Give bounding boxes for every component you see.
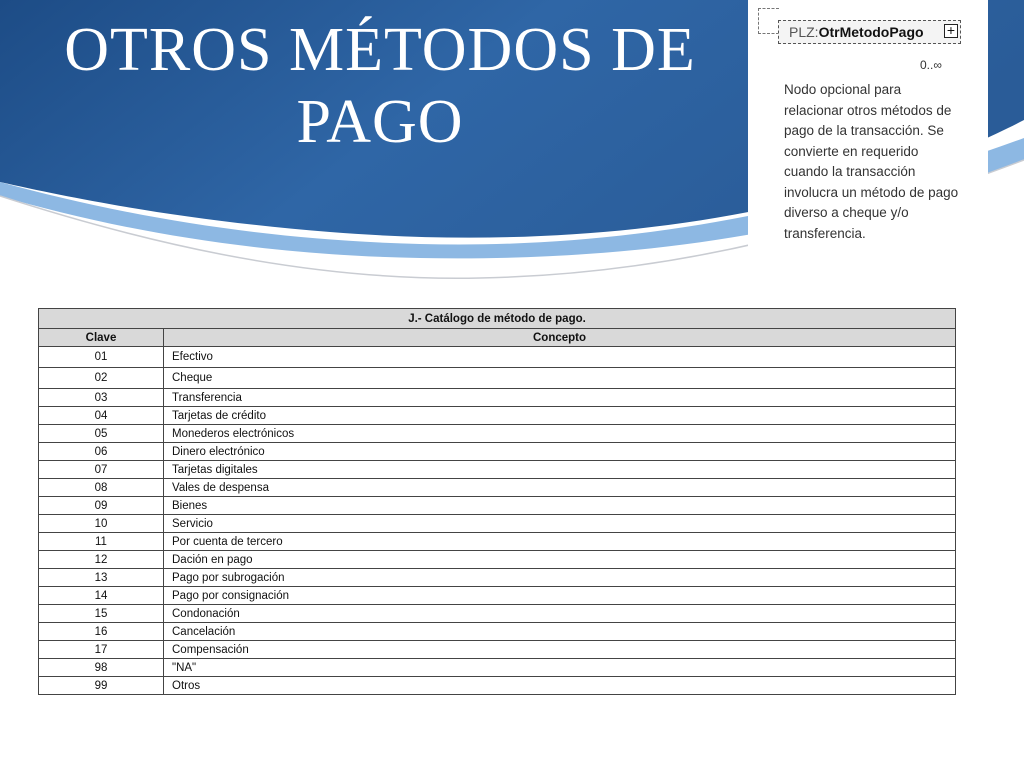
cell-concepto: Cheque (164, 368, 956, 389)
cell-clave: 09 (39, 497, 164, 515)
cell-concepto: Compensación (164, 641, 956, 659)
table-row (39, 659, 956, 677)
cell-concepto: "NA" (164, 659, 956, 677)
slide-title-line2: PAGO (296, 88, 464, 156)
cell-clave: 13 (39, 569, 164, 587)
table-row (39, 533, 956, 551)
schema-description: Nodo opcional para relacionar otros métodos de pago de la transacción. Se convierte en requerido cuando la transacción involucra un método de pago diverso a cheque y/o transferencia. (784, 82, 959, 241)
cell-clave: 01 (39, 347, 164, 368)
cell-clave: 04 (39, 407, 164, 425)
table-row (39, 425, 956, 443)
slide-title-line1: OTROS MÉTODOS DE (64, 16, 696, 84)
cell-concepto: Pago por subrogación (164, 569, 956, 587)
table-row (39, 587, 956, 605)
schema-node-prefix: PLZ: (789, 24, 819, 40)
column-header-clave: Clave (39, 329, 164, 347)
schema-cardinality: 0..∞ (920, 58, 942, 72)
payment-method-catalog-table (38, 308, 956, 695)
table-row (39, 443, 956, 461)
cell-clave: 05 (39, 425, 164, 443)
table-row (39, 497, 956, 515)
cell-clave: 17 (39, 641, 164, 659)
schema-connector (758, 8, 779, 34)
table-row (39, 407, 956, 425)
cell-concepto: Transferencia (164, 389, 956, 407)
cell-clave: 10 (39, 515, 164, 533)
cell-clave: 98 (39, 659, 164, 677)
table-row (39, 389, 956, 407)
cell-clave: 11 (39, 533, 164, 551)
cell-concepto: Tarjetas digitales (164, 461, 956, 479)
table-caption: J.- Catálogo de método de pago. (39, 309, 956, 329)
table-row (39, 347, 956, 368)
cell-concepto: Condonación (164, 605, 956, 623)
slide-title (20, 14, 740, 158)
table-row (39, 569, 956, 587)
cell-concepto: Pago por consignación (164, 587, 956, 605)
cell-clave: 16 (39, 623, 164, 641)
cell-concepto: Dación en pago (164, 551, 956, 569)
cell-concepto: Cancelación (164, 623, 956, 641)
cell-concepto: Monederos electrónicos (164, 425, 956, 443)
cell-concepto: Tarjetas de crédito (164, 407, 956, 425)
table-row (39, 605, 956, 623)
cell-clave: 12 (39, 551, 164, 569)
cell-concepto: Otros (164, 677, 956, 695)
column-header-concepto: Concepto (164, 329, 956, 347)
table-row (39, 479, 956, 497)
cell-clave: 99 (39, 677, 164, 695)
cell-clave: 06 (39, 443, 164, 461)
cell-concepto: Servicio (164, 515, 956, 533)
table-row (39, 515, 956, 533)
cell-concepto: Por cuenta de tercero (164, 533, 956, 551)
schema-node-panel (748, 0, 988, 252)
schema-node-name: OtrMetodoPago (818, 24, 924, 40)
table-row (39, 623, 956, 641)
cell-clave: 03 (39, 389, 164, 407)
table-row (39, 551, 956, 569)
cell-concepto: Vales de despensa (164, 479, 956, 497)
cell-clave: 15 (39, 605, 164, 623)
cell-clave: 14 (39, 587, 164, 605)
cell-concepto: Bienes (164, 497, 956, 515)
table-body (39, 347, 956, 695)
cell-clave: 07 (39, 461, 164, 479)
expand-plus-icon[interactable]: + (944, 24, 958, 38)
cell-concepto: Efectivo (164, 347, 956, 368)
table-row (39, 641, 956, 659)
schema-node (778, 20, 961, 44)
table-row (39, 461, 956, 479)
cell-clave: 08 (39, 479, 164, 497)
table-row (39, 368, 956, 389)
cell-concepto: Dinero electrónico (164, 443, 956, 461)
cell-clave: 02 (39, 368, 164, 389)
table-row (39, 677, 956, 695)
